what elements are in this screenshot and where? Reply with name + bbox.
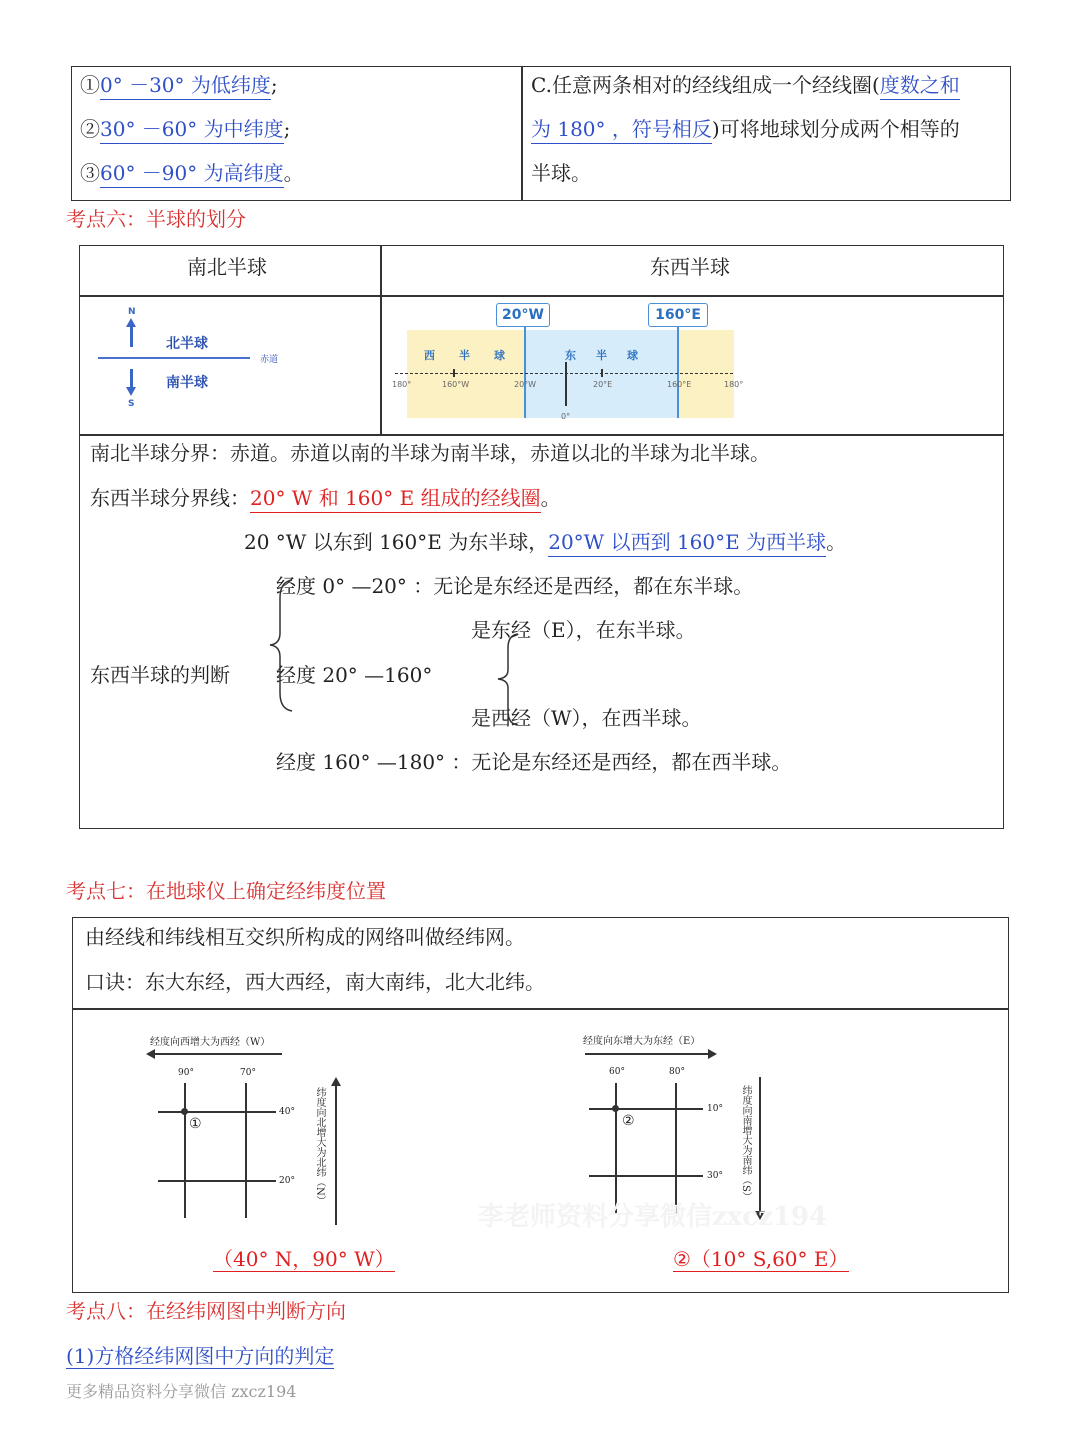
fig1-west-arrowhead-icon [146,1049,155,1059]
fig1-answer: （40° N，90° W） [213,1247,395,1271]
graticule-figure-1 [140,1025,370,1225]
section6-heading: 考点六：半球的划分 [66,207,246,231]
label-160e: 160°E [648,303,708,327]
meridian-circle-line2: 为 180° ，符号相反)可将地球划分成两个相等的 [531,119,960,139]
south-letter: S [128,399,135,409]
meridian-circle-line3: 半球。 [531,161,591,185]
fig1-west-arrow [154,1053,282,1055]
tick-label-20e: 20°E [593,380,613,389]
fig1-point-dot [181,1108,188,1115]
fig1-lon1: 90° [178,1068,194,1078]
longitude-axis [395,373,733,374]
watermark: 李老师资料分享微信zxcz194 [478,1202,828,1232]
small-brace-icon [494,632,524,727]
fig1-lat1: 40° [279,1107,295,1117]
section8-subheading: (1)方格经纬网图中方向的判定 [66,1344,335,1368]
judge-rule-0-20: 经度 0° —20° ：无论是东经还是西经，都在东半球。 [276,574,754,598]
ns-boundary-text: 南北半球分界：赤道。赤道以南的半球为南半球，赤道以北的半球为北半球。 [90,441,770,465]
fig2-meridian-2 [675,1083,677,1213]
south-hemisphere-label: 南半球 [166,375,208,391]
fig2-parallel-1 [589,1108,703,1110]
judge-rule-20-160: 经度 20° —160° [276,663,433,687]
fig1-parallel-2 [158,1180,276,1182]
east-west-range-text: 20 °W 以东到 160°E 为东半球，20°W 以西到 160°E 为西半球。 [244,532,846,552]
west-hemisphere-chars: 西 半 球 [424,349,505,362]
meridian-20w-line [524,322,526,418]
fig1-side-label: 纬度向北增大为北纬（N） [314,1087,325,1206]
tick-label-180-right: 180° [724,380,744,389]
fig1-parallel-1 [158,1111,276,1113]
judge-rule-160-180: 经度 160° —180° ：无论是东经还是西经，都在西半球。 [276,750,792,774]
ns-hemisphere-diagram [90,305,290,415]
west-band-left [407,330,525,418]
fig2-top-label: 经度向东增大为东经（E） [583,1036,701,1047]
mid-latitude-item: ②30° －60° 为中纬度; [80,119,290,139]
section7-heading: 考点七：在地球仪上确定经纬度位置 [66,879,386,903]
graticule-mnemonic: 口诀：东大东经，西大西经，南大南纬，北大北纬。 [85,970,545,994]
hemisphere-table-row2 [79,434,1004,436]
meridian-160e-line [677,322,679,418]
label-20w: 20°W [496,303,550,327]
fig2-side-label: 纬度向南增大为南纬（S） [740,1085,751,1202]
judge-label: 东西半球的判断 [90,663,230,687]
fig1-meridian-2 [245,1083,247,1218]
north-arrowhead-icon [126,318,136,327]
north-letter: N [128,307,136,317]
south-arrowhead-icon [126,387,136,396]
ew-hemisphere-header: 东西半球 [650,255,730,279]
fig2-south-arrow [759,1077,761,1213]
equator-label: 赤道 [260,355,279,365]
ns-hemisphere-header: 南北半球 [187,255,267,279]
fig1-north-arrowhead-icon [331,1077,341,1086]
prime-meridian-line [565,362,567,406]
tick-label-160e: 160°E [667,380,692,389]
fig2-point-dot [612,1105,619,1112]
fig1-lat2: 20° [279,1176,295,1186]
meridian-circle-line1: C.任意两条相对的经线组成一个经线圈(度数之和 [531,75,960,95]
fig1-point-label: ① [189,1116,202,1132]
judge-rule-east-longitude: 是东经（E），在东半球。 [471,618,696,642]
north-arrow-icon [130,325,133,347]
fig1-top-label: 经度向西增大为西经（W） [150,1037,271,1048]
fig2-parallel-2 [589,1175,703,1177]
tick-label-160w: 160°W [442,380,470,389]
fig2-east-arrowhead-icon [708,1049,717,1059]
tick-label-180-left: 180° [392,380,412,389]
fig1-meridian-1 [184,1083,186,1218]
fig2-east-arrow [585,1053,710,1055]
ew-boundary-text: 东西半球分界线：20° W 和 160° E 组成的经线圈。 [90,488,561,508]
footer-note: 更多精品资料分享微信 zxcz194 [66,1382,297,1401]
equator-line [98,357,250,359]
tick-label-20w: 20°W [514,380,537,389]
tick-label-0: 0° [561,412,571,421]
graticule-definition: 由经线和纬线相互交织所构成的网络叫做经纬网。 [85,925,525,949]
tick-20e [601,369,603,377]
hemisphere-table-col [380,245,382,435]
ew-hemisphere-diagram [390,300,750,430]
fig2-lon1: 60° [609,1067,625,1077]
fig1-lon2: 70° [240,1068,256,1078]
fig2-point-label: ② [622,1113,635,1129]
fig2-lat2: 30° [707,1171,723,1181]
large-brace-icon [268,578,298,713]
east-hemisphere-chars: 东 半 球 [565,349,638,362]
north-hemisphere-label: 北半球 [166,336,208,352]
graticule-table-divider [72,1008,1009,1010]
high-latitude-item: ③60° －90° 为高纬度。 [80,163,304,183]
fig2-lon2: 80° [669,1067,685,1077]
fig1-north-arrow [335,1085,337,1225]
tick-160w [453,369,455,377]
judge-rule-west-longitude: 是西经（W），在西半球。 [471,706,702,730]
fig2-answer: ②（10° S,60° E） [673,1247,849,1271]
section8-heading: 考点八：在经纬网图中判断方向 [66,1299,346,1323]
hemisphere-table-row1 [79,295,1004,297]
range-table-divider [521,66,523,201]
fig2-meridian-1 [615,1083,617,1213]
south-arrow-icon [130,369,133,389]
low-latitude-item: ①0° －30° 为低纬度; [80,75,278,95]
fig2-lat1: 10° [707,1104,723,1114]
west-band-right [678,330,734,418]
graticule-figure-2 [575,1025,805,1225]
